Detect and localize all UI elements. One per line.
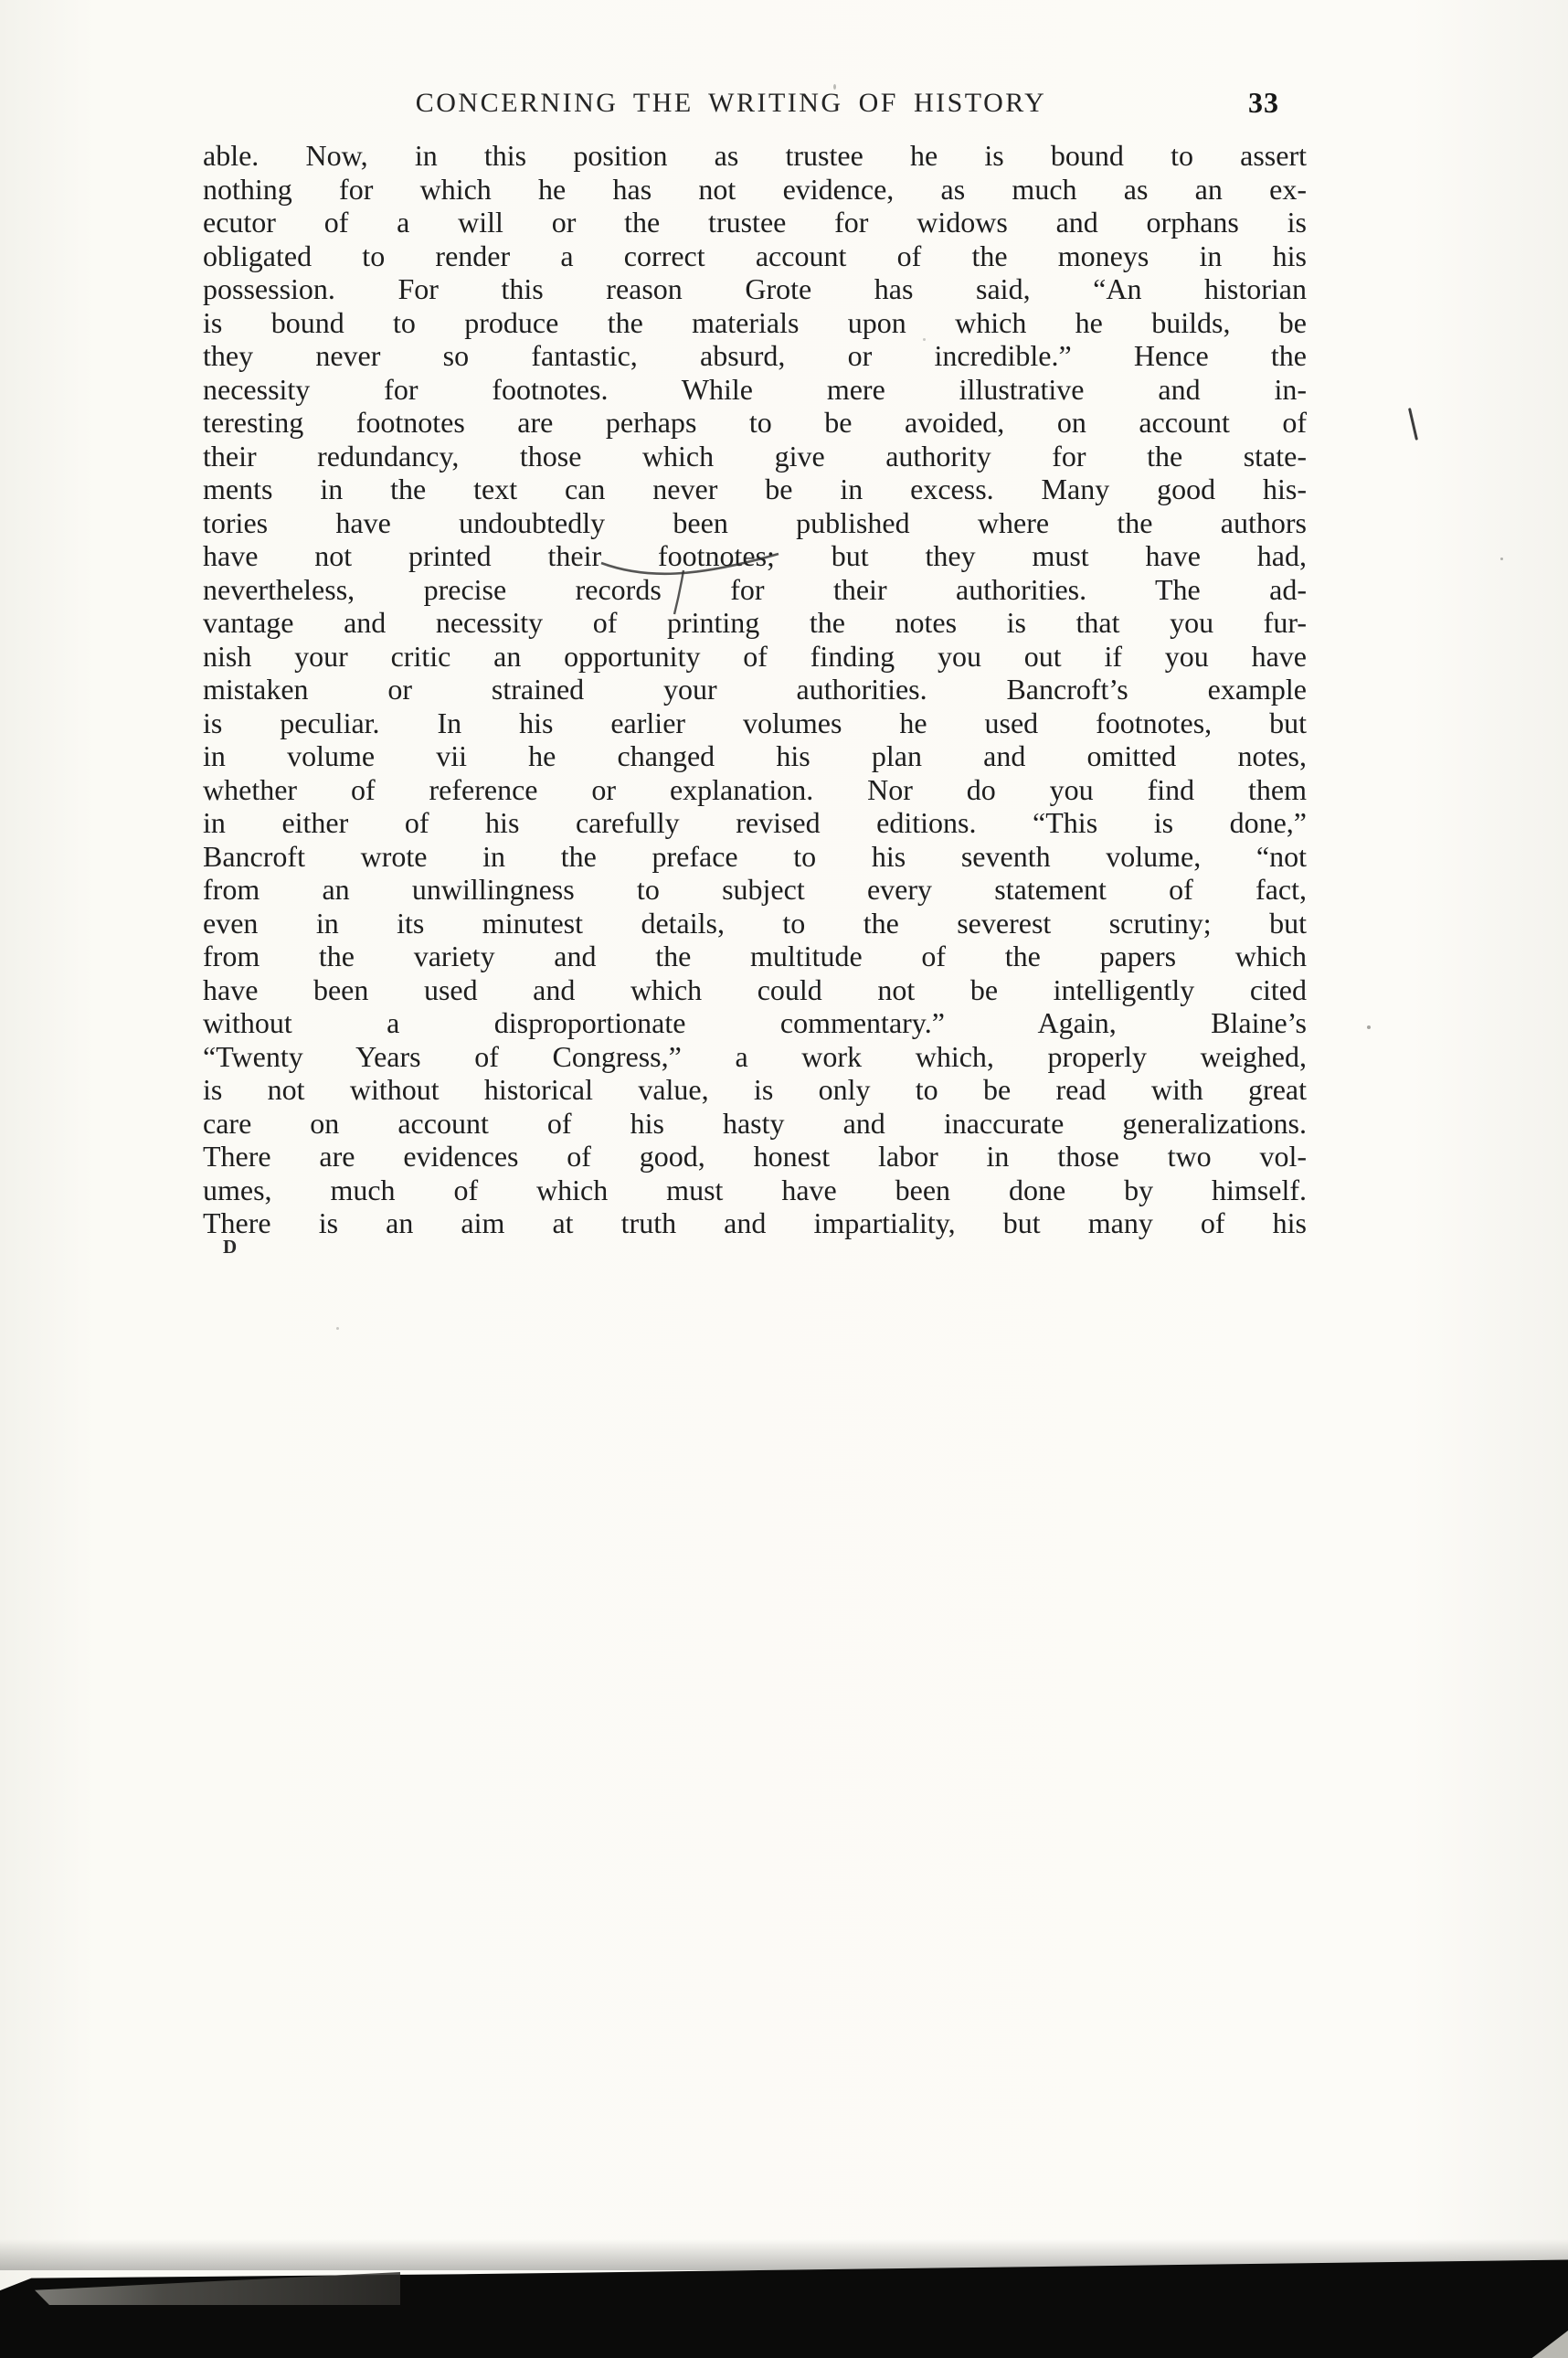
text-line: from an unwillingness to subject every statement of fact, [203, 873, 1307, 906]
text-line: in volume vii he changed his plan and omitted notes, [203, 739, 1307, 772]
scan-speck [1500, 558, 1503, 560]
text-line: “Twenty Years of Congress,” a work which, properly weighed, [203, 1039, 1307, 1073]
ink-smudge [596, 539, 806, 621]
text-line: ments in the text can never be in excess. Many good his- [203, 473, 1307, 505]
text-line: is bound to produce the materials upon which he builds, be [203, 305, 1307, 339]
scan-speck [923, 338, 926, 341]
text-line: Bancroft wrote in the preface to his seventh volume, “not [203, 839, 1307, 873]
text-line: There is an aim at truth and impartiality, but many of his [203, 1206, 1307, 1239]
scan-speck [336, 1327, 339, 1330]
text-line: nish your critic an opportunity of finding you out if you have [203, 639, 1307, 673]
text-line: There are evidences of good, honest labor in those two vol- [203, 1140, 1307, 1173]
text-line: nevertheless, precise records for their authorities. The ad- [203, 572, 1307, 606]
text-line: tories have undoubtedly been published where the authors [203, 505, 1307, 539]
text-line: mistaken or strained your authorities. Bancroft’s example [203, 673, 1307, 706]
text-line: whether of reference or explanation. Nor do you find them [203, 772, 1307, 806]
text-line: from the variety and the multitude of the papers which [203, 940, 1307, 972]
text-line: care on account of his hasty and inaccurate generalizations. [203, 1106, 1307, 1140]
page-number: 33 [1248, 86, 1279, 119]
running-head-title: CONCERNING THE WRITING OF HISTORY [415, 88, 1047, 118]
text-line: teresting footnotes are perhaps to be avoided, on account of [203, 406, 1307, 439]
text-line: is peculiar. In his earlier volumes he used footnotes, but [203, 706, 1307, 739]
text-line: necessity for footnotes. While mere illustrative and in- [203, 372, 1307, 406]
stray-pen-mark [1408, 408, 1418, 441]
page-header [203, 88, 1307, 128]
text-line: they never so fantastic, absurd, or incredible.” Hence the [203, 339, 1307, 372]
scan-artifact-band [0, 2256, 1568, 2358]
text-line: obligated to render a correct account of the moneys in his [203, 239, 1307, 272]
text-line: have not printed their footnotes; but they must have had, [203, 539, 1307, 572]
text-line: their redundancy, those which give authority for the state- [203, 439, 1307, 473]
text-line: even in its minutest details, to the severest scrutiny; but [203, 906, 1307, 940]
text-line: without a disproportionate commentary.” Again, Blaine’s [203, 1006, 1307, 1039]
text-line: umes, much of which must have been done by himself. [203, 1173, 1307, 1206]
text-line: have been used and which could not be intelligently cited [203, 972, 1307, 1006]
text-line: able. Now, in this position as trustee he is bound to assert [203, 139, 1307, 172]
text-line: possession. For this reason Grote has said, “An historian [203, 272, 1307, 305]
text-line: ecutor of a will or the trustee for widows and orphans is [203, 206, 1307, 239]
text-line: vantage and necessity of printing the notes is that you fur- [203, 606, 1307, 639]
text-line: in either of his carefully revised editions. “This is done,” [203, 806, 1307, 839]
text-line: is not without historical value, is only to be read with great [203, 1073, 1307, 1106]
printers-signature-mark: D [223, 1236, 238, 1258]
body-text-block [203, 139, 1307, 1240]
text-line: nothing for which he has not evidence, as much as an ex- [203, 172, 1307, 206]
scan-speck [833, 84, 836, 90]
scan-speck [1367, 1025, 1371, 1029]
